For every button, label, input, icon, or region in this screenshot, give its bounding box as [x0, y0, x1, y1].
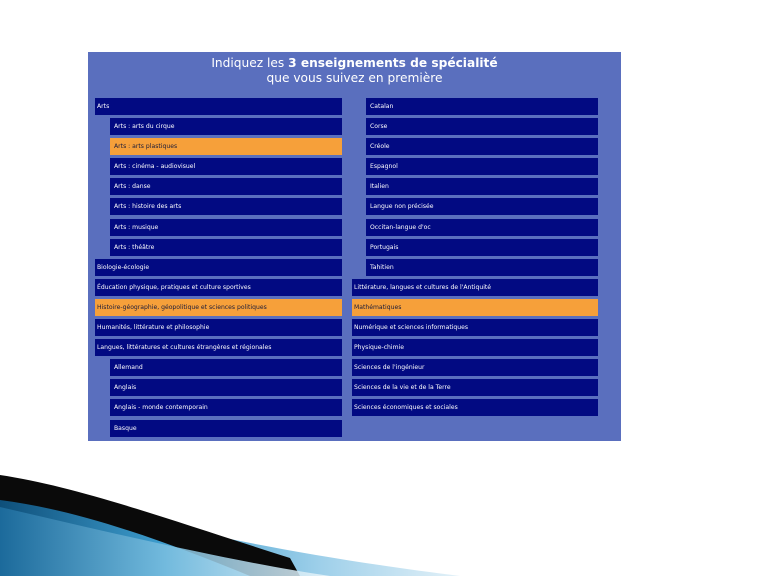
- option-label: Italien: [370, 183, 389, 191]
- option-label: Mathématiques: [354, 303, 402, 311]
- option-label: Littérature, langues et cultures de l'Antiquité: [354, 283, 492, 291]
- option-physique-chimie[interactable]: [352, 339, 598, 356]
- option-label: Langue non précisée: [370, 203, 434, 211]
- option-label: Sciences de l'ingénieur: [354, 364, 425, 372]
- option-arts-cinema-audiovisuel[interactable]: [110, 158, 342, 175]
- option-arts-danse[interactable]: [110, 178, 342, 195]
- option-sciences-de-la-vie-et-de-la-terre[interactable]: [352, 379, 598, 396]
- option-label: Basque: [114, 424, 137, 432]
- option-tahitien[interactable]: [366, 259, 598, 276]
- option-education-physique-pratiques-et-culture-sportives[interactable]: [95, 279, 342, 296]
- option-label: Allemand: [114, 364, 143, 372]
- option-label: Arts : arts du cirque: [114, 123, 175, 131]
- option-arts-theatre[interactable]: [110, 239, 342, 256]
- option-mathematiques[interactable]: [352, 299, 598, 316]
- panel-title: [88, 56, 621, 85]
- option-espagnol[interactable]: [366, 158, 598, 175]
- option-sciences-economiques-et-sociales[interactable]: [352, 399, 598, 416]
- option-arts[interactable]: [95, 98, 342, 115]
- option-label: Sciences de la vie et de la Terre: [354, 384, 451, 392]
- option-label: Occitan-langue d'oc: [370, 223, 431, 231]
- option-label: Corse: [370, 123, 388, 131]
- option-label: Arts: [97, 103, 110, 110]
- option-anglais-monde-contemporain[interactable]: [110, 399, 342, 416]
- option-label: Arts : théâtre: [114, 243, 155, 251]
- option-arts-arts-plastiques[interactable]: [110, 138, 342, 155]
- option-creole[interactable]: [366, 138, 598, 155]
- title-line-1: [88, 56, 621, 71]
- option-catalan[interactable]: [366, 98, 598, 115]
- option-allemand[interactable]: [110, 359, 342, 376]
- option-label: Éducation physique, pratiques et culture sportives: [97, 283, 251, 291]
- option-arts-histoire-des-arts[interactable]: [110, 198, 342, 215]
- option-label: Sciences économiques et sociales: [354, 404, 458, 412]
- option-label: Anglais - monde contemporain: [114, 404, 208, 412]
- option-label: Tahitien: [370, 263, 394, 271]
- option-label: Arts : cinéma - audiovisuel: [114, 163, 196, 171]
- option-biologie-ecologie[interactable]: [95, 259, 342, 276]
- option-italien[interactable]: [366, 178, 598, 195]
- option-langues-litteratures-et-cultures-etrangeres-et-regionales[interactable]: [95, 339, 342, 356]
- option-label: Humanités, littérature et philosophie: [97, 324, 210, 332]
- option-corse[interactable]: [366, 118, 598, 135]
- option-litterature-langues-et-cultures-de-l-antiquite[interactable]: [352, 279, 598, 296]
- option-label: Portugais: [370, 243, 399, 251]
- option-label: Biologie-écologie: [97, 263, 150, 271]
- option-humanites-litterature-et-philosophie[interactable]: [95, 319, 342, 336]
- option-label: Arts : histoire des arts: [114, 203, 182, 211]
- option-label: Arts : arts plastiques: [114, 143, 178, 151]
- right-options-column: [352, 98, 598, 420]
- option-arts-arts-du-cirque[interactable]: [110, 118, 342, 135]
- option-label: Physique-chimie: [354, 344, 404, 352]
- specialty-selection-panel: [88, 52, 621, 441]
- option-label: Espagnol: [370, 163, 398, 171]
- option-occitan-langue-d-oc[interactable]: [366, 219, 598, 236]
- option-langue-non-precisee[interactable]: [366, 198, 598, 215]
- option-label: Langues, littératures et cultures étrangères et régionales: [97, 344, 272, 352]
- option-label: Créole: [370, 143, 390, 151]
- option-label: Arts : musique: [114, 223, 159, 231]
- option-label: Arts : danse: [114, 183, 151, 191]
- option-basque[interactable]: [110, 420, 342, 437]
- option-label: Anglais: [114, 384, 137, 392]
- option-anglais[interactable]: [110, 379, 342, 396]
- option-portugais[interactable]: [366, 239, 598, 256]
- option-arts-musique[interactable]: [110, 219, 342, 236]
- decorative-ribbon: [0, 455, 460, 576]
- option-sciences-de-l-ingenieur[interactable]: [352, 359, 598, 376]
- left-options-column: [95, 98, 342, 440]
- option-label: Histoire-géographie, géopolitique et sciences politiques: [97, 303, 267, 311]
- option-histoire-geographie-geopolitique-et-sciences-politiques[interactable]: [95, 299, 342, 316]
- title-line-2: que vous suivez en première: [266, 70, 443, 85]
- title-prefix: Indiquez les: [211, 56, 289, 70]
- title-emphasis: 3 enseignements de spécialité: [288, 56, 498, 70]
- option-label: Numérique et sciences informatiques: [354, 324, 469, 332]
- option-numerique-et-sciences-informatiques[interactable]: [352, 319, 598, 336]
- option-label: Catalan: [370, 103, 394, 110]
